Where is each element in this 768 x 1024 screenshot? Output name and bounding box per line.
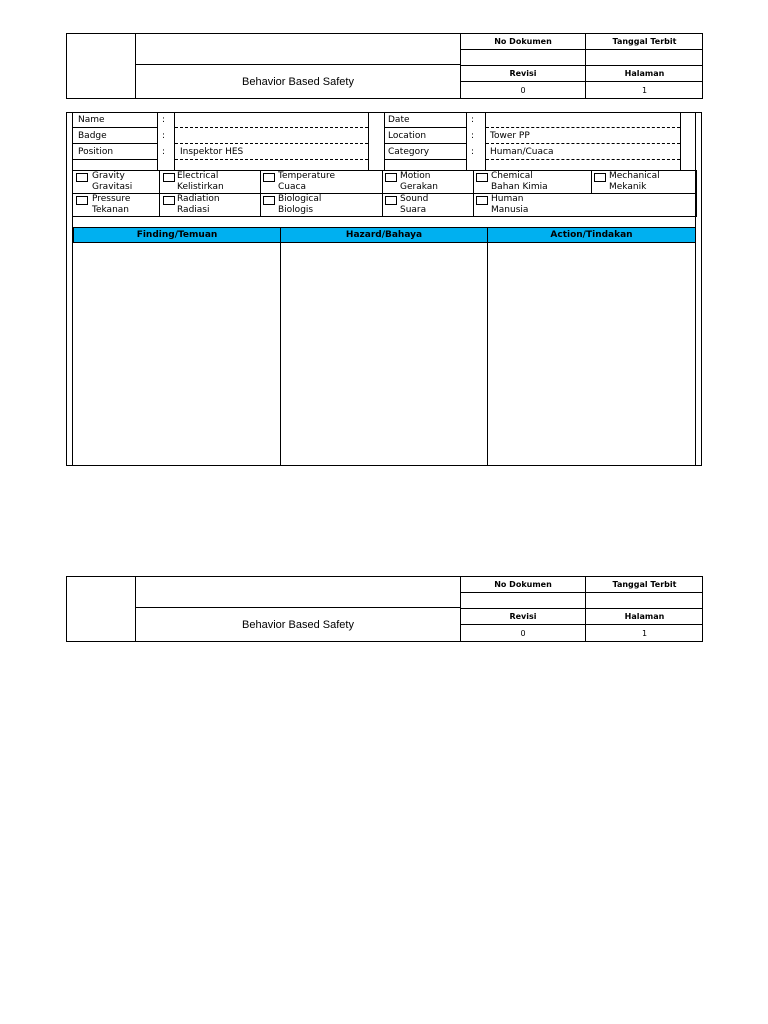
date-colon: : <box>471 115 475 125</box>
header-info-grid <box>460 577 702 641</box>
header-blank-cell <box>136 34 460 65</box>
revisi-value: 0 <box>520 628 526 638</box>
checkbox-pressure[interactable] <box>76 196 88 205</box>
checkbox-motion[interactable] <box>385 173 397 182</box>
halaman-value: 1 <box>641 628 648 638</box>
safety-form <box>66 112 702 466</box>
revisi-label: Revisi <box>509 68 537 78</box>
badge-field[interactable] <box>177 131 367 143</box>
hazard-mechanical-label: Mechanical Mekanik <box>609 171 660 192</box>
finding-cell[interactable] <box>74 244 279 464</box>
document-title: Behavior Based Safety <box>242 618 354 631</box>
hazard-radiation-label: Radiation Radiasi <box>177 194 220 215</box>
date-field[interactable] <box>488 115 678 127</box>
position-field[interactable]: Inspektor HES <box>180 147 244 157</box>
header-info-grid <box>460 34 702 98</box>
category-label: Category <box>388 147 430 157</box>
badge-colon: : <box>162 131 166 141</box>
hazard-human-label: Human Manusia <box>491 194 529 215</box>
category-field[interactable]: Human/Cuaca <box>490 147 554 157</box>
hazard-biological-label: Biological Biologis <box>278 194 322 215</box>
tanggal-terbit-label: Tanggal Terbit <box>612 37 677 46</box>
hazard-cell[interactable] <box>282 244 486 464</box>
tanggal-terbit-label: Tanggal Terbit <box>612 580 677 589</box>
badge-label: Badge <box>78 131 107 141</box>
action-cell[interactable] <box>489 244 694 464</box>
checkbox-radiation[interactable] <box>163 196 175 205</box>
hazard-gravity-label: Gravity Gravitasi <box>92 171 133 192</box>
checkbox-human[interactable] <box>476 196 488 205</box>
revisi-value: 0 <box>520 85 526 95</box>
halaman-label: Halaman <box>624 611 665 621</box>
hazard-motion-label: Motion Gerakan <box>400 171 438 192</box>
document-header-1 <box>66 33 703 99</box>
hazard-sound-label: Sound Suara <box>400 194 429 215</box>
finding-column-header: Finding/Temuan <box>73 227 281 243</box>
checkbox-sound[interactable] <box>385 196 397 205</box>
logo-box <box>67 577 136 641</box>
header-blank-cell <box>136 577 460 608</box>
date-label: Date <box>388 115 410 125</box>
checkbox-gravity[interactable] <box>76 173 88 182</box>
document-header-2 <box>66 576 703 642</box>
hazard-column-header: Hazard/Bahaya <box>280 227 488 243</box>
hazard-chemical-label: Chemical Bahan Kimia <box>491 171 548 192</box>
position-label: Position <box>78 147 114 157</box>
document-title: Behavior Based Safety <box>242 75 354 88</box>
action-column-header: Action/Tindakan <box>487 227 696 243</box>
no-dokumen-label: No Dokumen <box>494 580 552 589</box>
location-label: Location <box>388 131 427 141</box>
location-field[interactable]: Tower PP <box>490 131 530 141</box>
name-label: Name <box>78 115 105 125</box>
revisi-label: Revisi <box>509 611 537 621</box>
logo-box <box>67 34 136 98</box>
checkbox-temperature[interactable] <box>263 173 275 182</box>
hazard-temperature-label: Temperature Cuaca <box>278 171 336 192</box>
checkbox-mechanical[interactable] <box>594 173 606 182</box>
checkbox-biological[interactable] <box>263 196 275 205</box>
hazard-pressure-label: Pressure Tekanan <box>92 194 131 215</box>
checkbox-electrical[interactable] <box>163 173 175 182</box>
hazard-electrical-label: Electrical Kelistirkan <box>177 171 224 192</box>
name-colon: : <box>162 115 166 125</box>
category-colon: : <box>471 147 475 157</box>
name-field[interactable] <box>177 115 367 127</box>
checkbox-chemical[interactable] <box>476 173 488 182</box>
location-colon: : <box>471 131 475 141</box>
halaman-value: 1 <box>641 85 648 95</box>
no-dokumen-label: No Dokumen <box>494 37 552 46</box>
position-colon: : <box>162 147 166 157</box>
halaman-label: Halaman <box>624 68 665 78</box>
